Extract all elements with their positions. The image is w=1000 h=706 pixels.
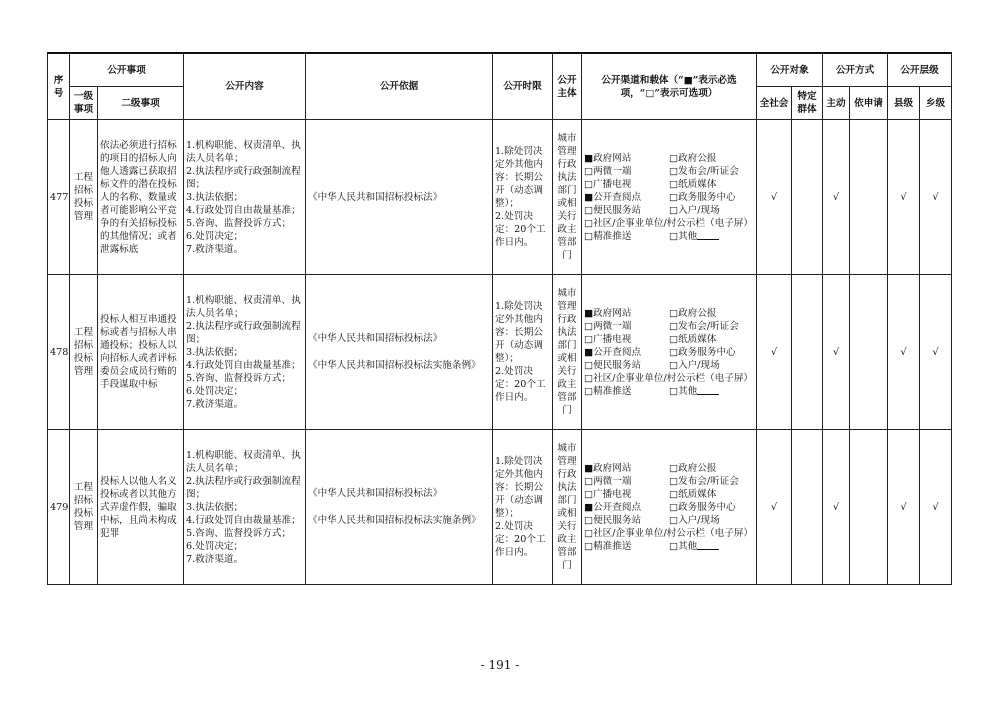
channel-line xyxy=(584,346,754,359)
row-content-line: 1.机构职能、权责清单、执法人员名单； xyxy=(186,139,301,164)
channel-option: □广播电视 xyxy=(584,178,632,190)
table-row xyxy=(48,120,952,275)
channel-option: □入户/现场 xyxy=(669,359,720,371)
channel-option: □政务服务中心 xyxy=(669,191,736,203)
channel-line xyxy=(584,488,754,501)
channel-line xyxy=(584,385,754,398)
row-content-line: 6.处罚决定； xyxy=(186,540,244,552)
row-subject: 城市管理行政执法部门或相关行政主管部门 xyxy=(553,120,582,275)
row-target-all: √ xyxy=(757,430,792,585)
channel-option: □政府公报 xyxy=(669,462,717,474)
row-method-active: √ xyxy=(823,275,850,430)
channel-option: □政府公报 xyxy=(669,307,717,319)
row-level2: 投标人相互串通投标或者与招标人串通投标；投标人以向招标人或者评标委员会成员行贿的手段谋取中标 xyxy=(98,275,184,430)
channel-option: □发布会/听证会 xyxy=(669,475,739,487)
row-content-line: 3.执法依据； xyxy=(186,501,244,513)
channel-option: □精准推送 xyxy=(584,230,632,242)
row-content-line: 3.执法依据； xyxy=(186,346,244,358)
channel-line xyxy=(584,165,754,178)
channel-option: ■公开查阅点 xyxy=(584,191,642,203)
channel-option: □发布会/听证会 xyxy=(669,165,739,177)
channel-option: □入户/现场 xyxy=(669,514,720,526)
row-level1: 工程招标投标管理 xyxy=(70,120,98,275)
channel-line xyxy=(584,230,754,243)
header-subject: 公开主体 xyxy=(553,53,582,120)
row-method-active: √ xyxy=(823,120,850,275)
row-seq: 478 xyxy=(48,275,70,430)
header-basis: 公开依据 xyxy=(306,53,493,120)
channel-option: □广播电视 xyxy=(584,333,632,345)
row-target-specific xyxy=(792,275,823,430)
row-channels xyxy=(582,430,757,585)
channel-option: □入户/现场 xyxy=(669,204,720,216)
row-seq: 479 xyxy=(48,430,70,585)
table-row xyxy=(48,430,952,585)
row-content-line: 2.执法程序或行政强制流程图； xyxy=(186,165,301,190)
channel-option: □纸质媒体 xyxy=(669,488,717,500)
channel-line xyxy=(584,217,754,230)
channel-line xyxy=(584,152,754,165)
row-content-line: 5.咨询、监督投诉方式； xyxy=(186,527,292,539)
channel-option: □两微一端 xyxy=(584,320,632,332)
row-level-county: √ xyxy=(888,120,920,275)
header-target-specific: 特定群体 xyxy=(792,87,823,120)
row-level-county: √ xyxy=(888,275,920,430)
row-content-line: 6.处罚决定； xyxy=(186,385,244,397)
row-content-line: 2.执法程序或行政强制流程图； xyxy=(186,320,301,345)
channel-option: □其他 xyxy=(669,385,698,397)
row-content-line: 7.救济渠道。 xyxy=(186,243,244,255)
channel-line xyxy=(584,204,754,217)
header-level-county: 县级 xyxy=(888,87,920,120)
row-time-limit-line: 1.除处罚决定外其他内容：长期公开（动态调整）； xyxy=(495,301,543,364)
channel-option: □两微一端 xyxy=(584,165,632,177)
channel-option: □精准推送 xyxy=(584,540,632,552)
row-content-line: 5.咨询、监督投诉方式； xyxy=(186,372,292,384)
row-target-all: √ xyxy=(757,120,792,275)
channel-option: □纸质媒体 xyxy=(669,333,717,345)
channel-option: □便民服务站 xyxy=(584,204,642,216)
channel-line xyxy=(584,320,754,333)
channel-option: ■政府网站 xyxy=(584,152,632,164)
row-content-line: 4.行政处罚自由裁量基准； xyxy=(186,514,301,526)
channel-line xyxy=(584,191,754,204)
row-time-limit-line: 1.除处罚决定外其他内容：长期公开（动态调整）； xyxy=(495,456,543,519)
row-content-line: 4.行政处罚自由裁量基准； xyxy=(186,359,301,371)
row-subject: 城市管理行政执法部门或相关行政主管部门 xyxy=(553,430,582,585)
channel-line xyxy=(584,540,754,553)
table-row xyxy=(48,275,952,430)
row-basis xyxy=(306,275,493,430)
header-time-limit: 公开时限 xyxy=(493,53,553,120)
disclosure-table xyxy=(47,52,952,585)
row-time-limit xyxy=(493,275,553,430)
channel-line xyxy=(584,359,754,372)
row-subject: 城市管理行政执法部门或相关行政主管部门 xyxy=(553,275,582,430)
header-method: 公开方式 xyxy=(823,53,888,87)
channel-line xyxy=(584,514,754,527)
row-content-line: 5.咨询、监督投诉方式； xyxy=(186,217,292,229)
row-content-line: 7.救济渠道。 xyxy=(186,398,244,410)
row-level-town: √ xyxy=(920,120,952,275)
fill-blank-line xyxy=(697,540,719,550)
row-level2: 依法必须进行招标的项目的招标人向他人透露已获取招标文件的潜在投标人的名称、数量或者可能影响公平竞争的有关招标投标的其他情况；或者泄露标底 xyxy=(98,120,184,275)
row-time-limit xyxy=(493,120,553,275)
row-method-active: √ xyxy=(823,430,850,585)
channel-option: ■公开查阅点 xyxy=(584,346,642,358)
row-basis-line: 《中华人民共和国招标投标法实施条例》 xyxy=(308,360,481,371)
row-basis-line: 《中华人民共和国招标投标法》 xyxy=(308,488,443,499)
page-number: - 191 - xyxy=(480,658,520,672)
channel-option: □其他 xyxy=(669,540,698,552)
channel-option: □便民服务站 xyxy=(584,514,642,526)
channel-option: □社区/企事业单位/村公示栏（电子屏） xyxy=(584,372,754,384)
row-target-specific xyxy=(792,430,823,585)
row-content-line: 1.机构职能、权责清单、执法人员名单； xyxy=(186,294,301,319)
header-content: 公开内容 xyxy=(184,53,306,120)
row-method-request xyxy=(850,120,888,275)
row-content xyxy=(184,120,306,275)
header-method-request: 依申请 xyxy=(850,87,888,120)
header-level: 公开层级 xyxy=(888,53,952,87)
row-time-limit-line: 1.除处罚决定外其他内容：长期公开（动态调整）； xyxy=(495,146,543,209)
row-time-limit xyxy=(493,430,553,585)
header-seq: 序号 xyxy=(48,53,70,120)
fill-blank-line xyxy=(697,385,719,395)
channel-option: □政务服务中心 xyxy=(669,501,736,513)
channel-option: □广播电视 xyxy=(584,488,632,500)
channel-option: □社区/企事业单位/村公示栏（电子屏） xyxy=(584,217,754,229)
row-method-request xyxy=(850,275,888,430)
header-channel: 公开渠道和载体（“■”表示必选项，“□”表示可选项） xyxy=(582,53,757,120)
channel-option: □精准推送 xyxy=(584,385,632,397)
channel-option: □两微一端 xyxy=(584,475,632,487)
row-basis xyxy=(306,120,493,275)
channel-line xyxy=(584,372,754,385)
header-target-all: 全社会 xyxy=(757,87,792,120)
row-seq: 477 xyxy=(48,120,70,275)
channel-line xyxy=(584,462,754,475)
row-level-town: √ xyxy=(920,275,952,430)
row-content-line: 7.救济渠道。 xyxy=(186,553,244,565)
row-channels xyxy=(582,120,757,275)
row-time-limit-line: 2.处罚决定：20个工作日内。 xyxy=(495,366,546,403)
row-content-line: 4.行政处罚自由裁量基准； xyxy=(186,204,301,216)
row-basis xyxy=(306,430,493,585)
row-method-request xyxy=(850,430,888,585)
channel-line xyxy=(584,307,754,320)
row-content-line: 6.处罚决定； xyxy=(186,230,244,242)
channel-option: □发布会/听证会 xyxy=(669,320,739,332)
row-level1: 工程招标投标管理 xyxy=(70,430,98,585)
channel-line xyxy=(584,501,754,514)
channel-line xyxy=(584,178,754,191)
fill-blank-line xyxy=(697,230,719,240)
header-method-active: 主动 xyxy=(823,87,850,120)
row-target-all: √ xyxy=(757,275,792,430)
row-level2: 投标人以他人名义投标或者以其他方式弄虚作假，骗取中标，且尚未构成犯罪 xyxy=(98,430,184,585)
header-level2: 二级事项 xyxy=(98,87,184,120)
row-content-line: 1.机构职能、权责清单、执法人员名单； xyxy=(186,449,301,474)
channel-option: □社区/企事业单位/村公示栏（电子屏） xyxy=(584,527,754,539)
row-level-town: √ xyxy=(920,430,952,585)
row-channels xyxy=(582,275,757,430)
row-content xyxy=(184,430,306,585)
channel-option: ■政府网站 xyxy=(584,462,632,474)
channel-option: ■公开查阅点 xyxy=(584,501,642,513)
channel-option: ■政府网站 xyxy=(584,307,632,319)
row-level1: 工程招标投标管理 xyxy=(70,275,98,430)
channel-line xyxy=(584,527,754,540)
row-content-line: 2.执法程序或行政强制流程图； xyxy=(186,475,301,500)
channel-option: □其他 xyxy=(669,230,698,242)
row-target-specific xyxy=(792,120,823,275)
channel-option: □政务服务中心 xyxy=(669,346,736,358)
row-basis-line: 《中华人民共和国招标投标法》 xyxy=(308,333,443,344)
header-matter: 公开事项 xyxy=(70,53,184,87)
channel-option: □纸质媒体 xyxy=(669,178,717,190)
channel-option: □便民服务站 xyxy=(584,359,642,371)
row-basis-line: 《中华人民共和国招标投标法》 xyxy=(308,191,443,203)
row-time-limit-line: 2.处罚决定：20个工作日内。 xyxy=(495,521,546,558)
channel-line xyxy=(584,475,754,488)
header-level-town: 乡级 xyxy=(920,87,952,120)
row-content xyxy=(184,275,306,430)
row-basis-line: 《中华人民共和国招标投标法实施条例》 xyxy=(308,515,481,526)
channel-line xyxy=(584,333,754,346)
header-level1: 一级事项 xyxy=(70,87,98,120)
channel-option: □政府公报 xyxy=(669,152,717,164)
row-content-line: 3.执法依据； xyxy=(186,191,244,203)
row-time-limit-line: 2.处罚决定：20个工作日内。 xyxy=(495,211,546,248)
row-level-county: √ xyxy=(888,430,920,585)
header-target: 公开对象 xyxy=(757,53,823,87)
